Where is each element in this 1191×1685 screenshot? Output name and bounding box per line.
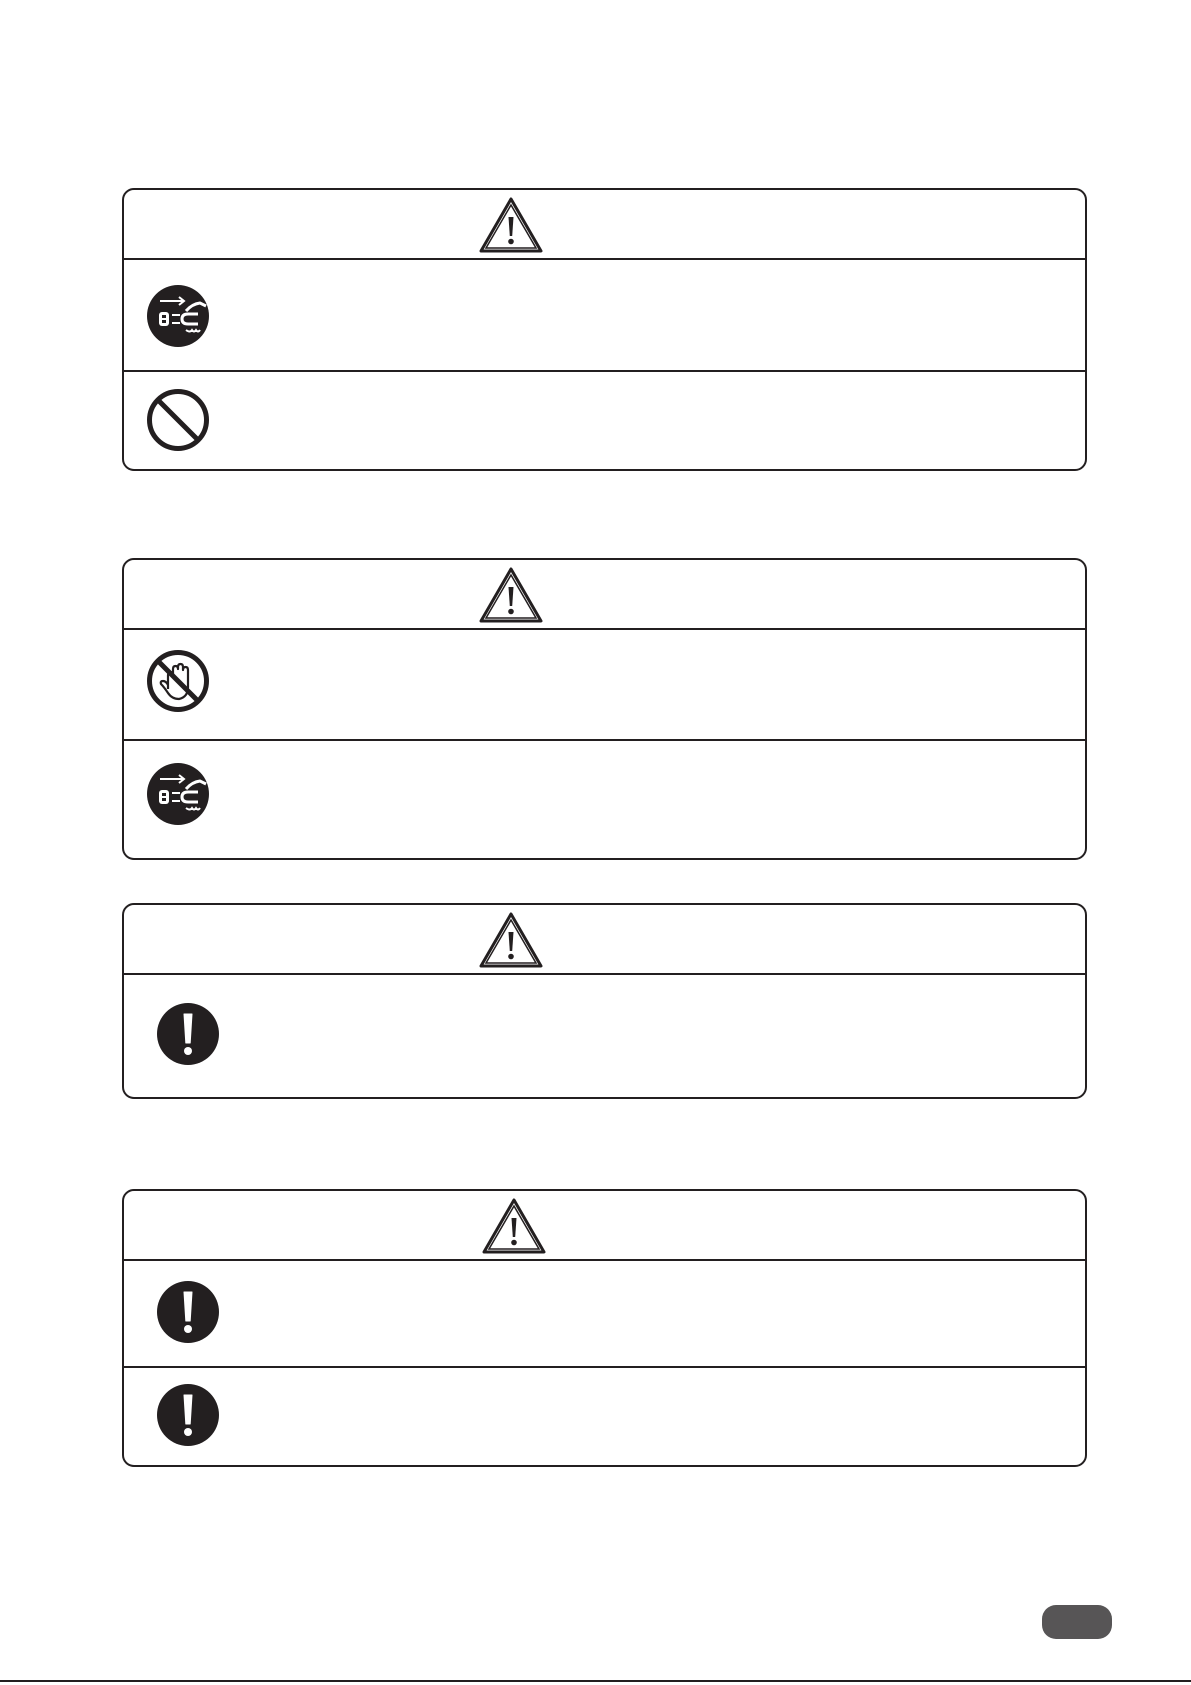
mandatory-action-icon: [156, 1383, 220, 1447]
warning-box-header: [124, 560, 1085, 630]
bottom-rule: [0, 1680, 1191, 1682]
warning-item: [124, 1261, 1085, 1366]
mandatory-action-icon: [156, 1280, 220, 1344]
warning-triangle-icon: [478, 566, 544, 624]
warning-triangle-icon: [478, 196, 544, 254]
warning-box-4: [122, 1189, 1087, 1467]
warning-box-header: [124, 905, 1085, 975]
unplug-power-cord-icon: [146, 762, 210, 826]
warning-item: [124, 975, 1085, 1099]
warning-box-header: [124, 1191, 1085, 1261]
warning-box-1: [122, 188, 1087, 471]
mandatory-action-icon: [156, 1002, 220, 1066]
warning-item: [124, 260, 1085, 370]
page-number-tab: [1042, 1605, 1112, 1639]
warning-item: [124, 630, 1085, 739]
warning-triangle-icon: [481, 1197, 547, 1255]
warning-box-2: [122, 558, 1087, 860]
prohibited-icon: [146, 388, 210, 452]
warning-box-3: [122, 903, 1087, 1099]
warning-item: [124, 1366, 1085, 1467]
unplug-power-cord-icon: [146, 284, 210, 348]
warning-item: [124, 370, 1085, 471]
warning-box-header: [124, 190, 1085, 260]
warning-triangle-icon: [478, 911, 544, 969]
do-not-touch-icon: [146, 649, 210, 713]
warning-item: [124, 739, 1085, 858]
